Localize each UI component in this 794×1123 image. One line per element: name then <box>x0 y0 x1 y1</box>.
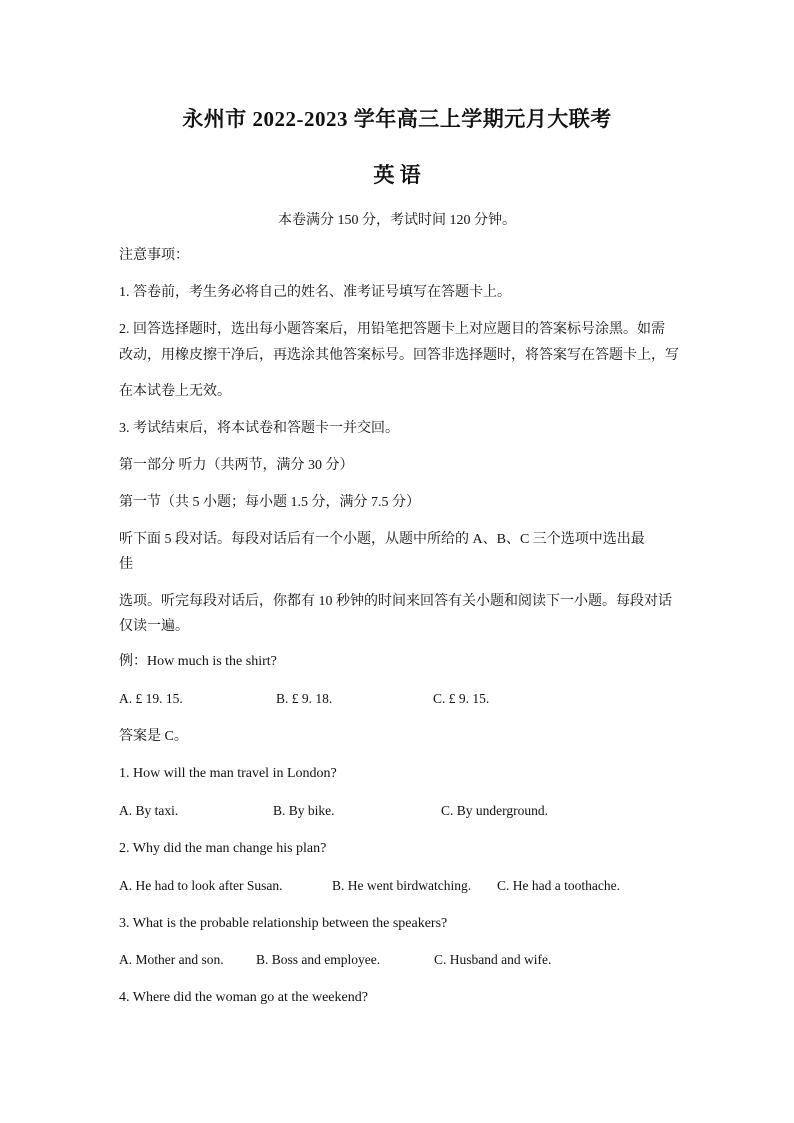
q1-option-b: B. By bike. <box>273 803 335 818</box>
q2-option-a: A. He had to look after Susan. <box>119 878 283 893</box>
question-1: 1. How will the man travel in London? <box>119 766 337 781</box>
example-option-a: A. £ 19. 15. <box>119 691 183 706</box>
note-item-2-line-2: 改动，用橡皮擦干净后，再选涂其他答案标号。回答非选择题时，将答案写在答题卡上，写 <box>119 348 679 363</box>
instructions-line-1b: 佳 <box>119 557 133 572</box>
example-answer: 答案是 C。 <box>119 729 188 744</box>
example-option-c: C. £ 9. 15. <box>433 691 490 706</box>
question-2: 2. Why did the man change his plan? <box>119 841 327 856</box>
note-item-2-line-3: 在本试卷上无效。 <box>119 384 231 399</box>
q3-option-b: B. Boss and employee. <box>256 952 381 967</box>
note-item-1: 1. 答卷前，考生务必将自己的姓名、准考证号填写在答题卡上。 <box>119 285 511 300</box>
instructions-line-2b: 仅读一遍。 <box>119 619 189 634</box>
q3-option-a: A. Mother and son. <box>119 952 224 967</box>
q1-option-c: C. By underground. <box>441 803 548 818</box>
exam-info: 本卷满分 150 分，考试时间 120 分钟。 <box>278 213 516 228</box>
instructions-line-1: 听下面 5 段对话。每段对话后有一个小题，从题中所给的 A、B、C 三个选项中选出最 <box>119 532 645 547</box>
instructions-line-2: 选项。听完每段对话后，你都有 10 秒钟的时间来回答有关小题和阅读下一小题。每段对话 <box>119 594 672 609</box>
q2-option-c: C. He had a toothache. <box>497 878 620 893</box>
exam-title: 永州市 2022-2023 学年高三上学期元月大联考 <box>182 107 612 131</box>
notes-heading: 注意事项： <box>119 248 189 263</box>
example-question: 例：How much is the shirt? <box>119 654 277 669</box>
note-item-2-line-1: 2. 回答选择题时，选出每小题答案后，用铅笔把答题卡上对应题目的答案标号涂黑。如需 <box>119 322 665 337</box>
example-option-b: B. £ 9. 18. <box>276 691 333 706</box>
question-4: 4. Where did the woman go at the weekend? <box>119 990 368 1005</box>
q2-option-b: B. He went birdwatching. <box>332 878 472 893</box>
question-3: 3. What is the probable relationship between the speakers? <box>119 916 448 931</box>
subject-title: 英 语 <box>373 163 421 187</box>
note-item-3: 3. 考试结束后，将本试卷和答题卡一并交回。 <box>119 421 399 436</box>
q1-option-a: A. By taxi. <box>119 803 179 818</box>
q3-option-c: C. Husband and wife. <box>434 952 552 967</box>
section1-heading: 第一节（共 5 小题；每小题 1.5 分，满分 7.5 分） <box>119 495 420 510</box>
part1-heading: 第一部分 听力（共两节，满分 30 分） <box>119 458 354 473</box>
